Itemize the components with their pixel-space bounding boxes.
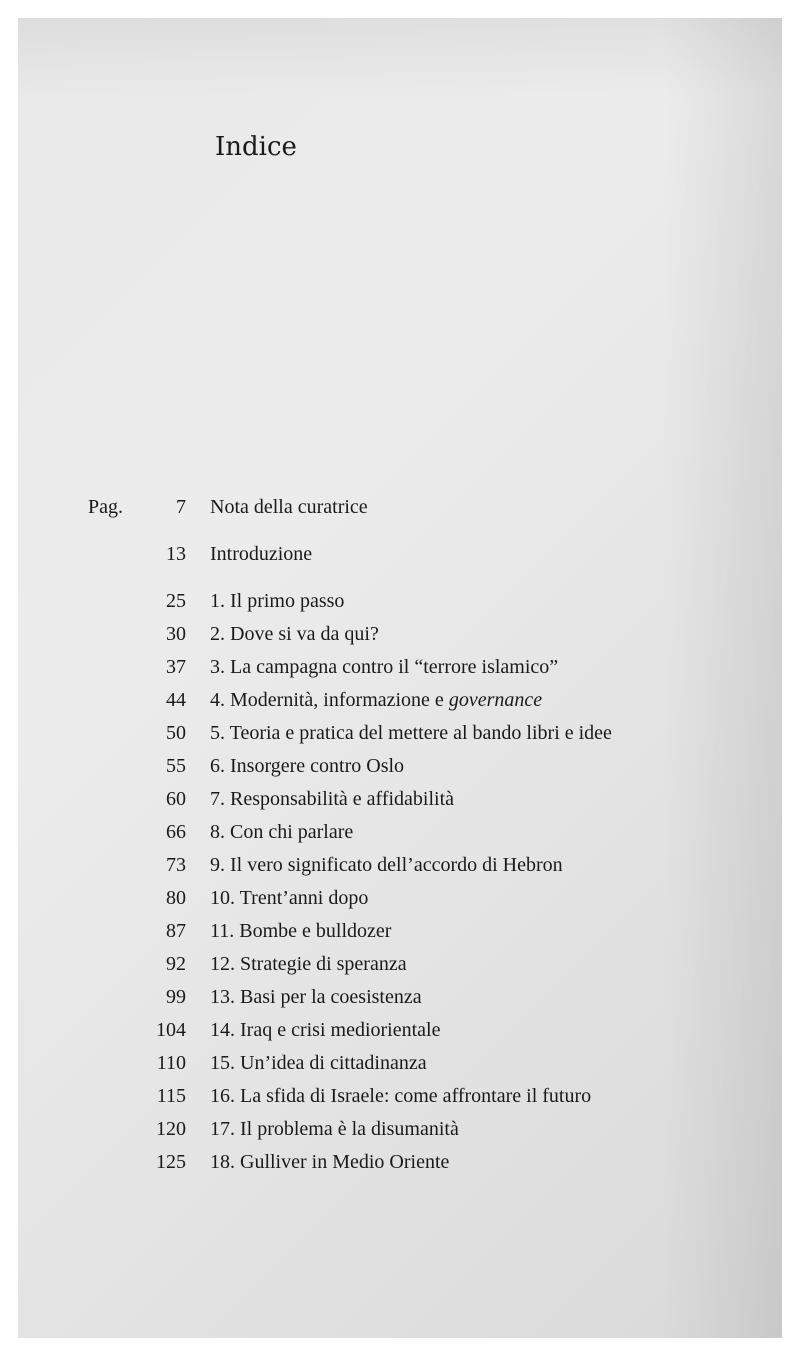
- toc-entry-italic: governance: [448, 689, 543, 711]
- toc-entry-title: 2. Dove si va da qui?: [210, 623, 379, 645]
- toc-entry-title: 6. Insorgere contro Oslo: [210, 755, 405, 777]
- toc-entry: [18, 689, 782, 719]
- toc-page-number: 55: [166, 755, 186, 777]
- toc-page-number: 25: [166, 590, 186, 612]
- toc-entry: [18, 623, 782, 653]
- toc-entry-title: Introduzione: [210, 543, 313, 565]
- toc-entry: [18, 590, 782, 620]
- toc-page-number: 13: [166, 543, 186, 565]
- toc-entry-title: 9. Il vero significato dell’accordo di Hebron: [210, 854, 563, 876]
- toc-entry-title: 15. Un’idea di cittadinanza: [210, 1052, 427, 1074]
- toc-entry-title: 11. Bombe e bulldozer: [210, 920, 392, 942]
- toc-entry: [18, 887, 782, 917]
- toc-entry-title: 12. Strategie di speranza: [210, 953, 407, 975]
- toc-entry-title: 18. Gulliver in Medio Oriente: [210, 1151, 450, 1173]
- toc-entry-title: 3. La campagna contro il “terrore islamico”: [210, 656, 559, 678]
- toc-entry-text: 4. Modernità, informazione e: [210, 689, 449, 711]
- toc-entry: [18, 656, 782, 686]
- toc-entry: [18, 755, 782, 785]
- toc-entry-title: 13. Basi per la coesistenza: [210, 986, 422, 1008]
- toc-entry: [18, 1052, 782, 1082]
- page-title: Indice: [215, 132, 297, 162]
- toc-entry: [18, 543, 782, 573]
- toc-entry-title: 7. Responsabilità e affidabilità: [210, 788, 455, 810]
- toc-page-number: 7: [176, 496, 186, 518]
- toc-page-number: 115: [156, 1085, 186, 1107]
- toc-page-number: 80: [166, 887, 186, 909]
- toc-page-number: 87: [166, 920, 186, 942]
- toc-entry-title: 1. Il primo passo: [210, 590, 345, 612]
- toc-page-number: 99: [166, 986, 186, 1008]
- toc-entry-title: 17. Il problema è la disumanità: [210, 1118, 459, 1140]
- toc-entry: [18, 854, 782, 884]
- toc-entry: [18, 821, 782, 851]
- toc-entry: [18, 788, 782, 818]
- toc-page-number: 73: [166, 854, 186, 876]
- book-page: [18, 18, 782, 1338]
- toc-entry-title: 14. Iraq e crisi mediorientale: [210, 1019, 441, 1041]
- toc-page-number: 50: [166, 722, 186, 744]
- toc-entry-title: 5. Teoria e pratica del mettere al bando libri e idee: [210, 722, 612, 744]
- toc-page-number: 44: [166, 689, 186, 711]
- toc-entry: [18, 986, 782, 1016]
- toc-entry: [18, 1118, 782, 1148]
- toc-page-number: 110: [156, 1052, 186, 1074]
- toc-entry: [18, 722, 782, 752]
- toc-entry: [18, 496, 782, 526]
- toc-entry-title: 16. La sfida di Israele: come affrontare il futuro: [210, 1085, 592, 1107]
- toc-page-number: 92: [166, 953, 186, 975]
- toc-page-number: 37: [166, 656, 186, 678]
- toc-entry: [18, 920, 782, 950]
- toc-page-number: 104: [156, 1019, 186, 1041]
- toc-page-number: 125: [156, 1151, 186, 1173]
- toc-page-number: 30: [166, 623, 186, 645]
- toc-entry: [18, 953, 782, 983]
- toc-page-number: 60: [166, 788, 186, 810]
- toc-entry: [18, 1019, 782, 1049]
- toc-entry: [18, 1151, 782, 1181]
- toc-entry-title: 8. Con chi parlare: [210, 821, 354, 843]
- table-of-contents: [18, 18, 782, 1338]
- pag-label: Pag.: [88, 496, 123, 518]
- toc-entry-title: [210, 689, 542, 712]
- toc-entry-title: 10. Trent’anni dopo: [210, 887, 369, 909]
- toc-entry: [18, 1085, 782, 1115]
- toc-page-number: 66: [166, 821, 186, 843]
- toc-page-number: 120: [156, 1118, 186, 1140]
- toc-entry-title: Nota della curatrice: [210, 496, 368, 518]
